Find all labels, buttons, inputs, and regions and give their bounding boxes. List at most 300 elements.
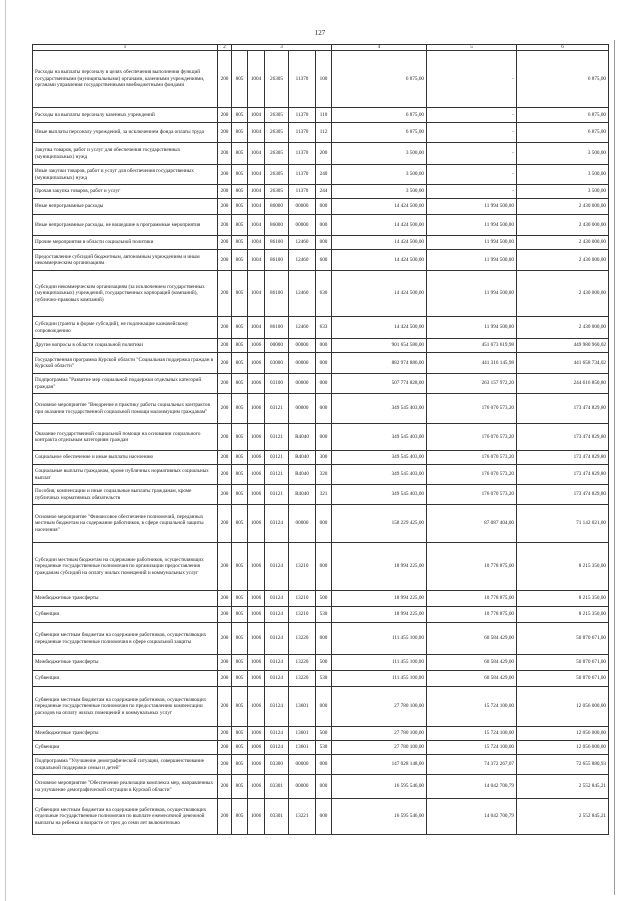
expense-type-cell: 000 <box>316 505 332 543</box>
section-code-cell: 805 <box>232 394 248 424</box>
table-row <box>33 799 609 835</box>
amount-plan-cell: 507 774 828,00 <box>332 374 427 394</box>
section-code-cell: 805 <box>232 505 248 543</box>
direction-code-cell: 00000 <box>289 505 316 543</box>
amount-remaining-cell: 3 500,00 <box>517 165 609 185</box>
section-code-cell: 805 <box>232 123 248 143</box>
amount-remaining-cell: 12 056 000,00 <box>517 741 609 755</box>
amount-plan-cell: 6 875,00 <box>332 108 427 123</box>
row-name-cell: Субвенции <box>33 607 218 623</box>
program-code-cell: 03124 <box>265 655 289 671</box>
amount-remaining-cell: 50 870 671,00 <box>517 671 609 687</box>
amount-remaining-cell: 173 474 829,80 <box>517 394 609 424</box>
grbs-code-cell: 200 <box>218 465 232 485</box>
subsection-code-cell: 1004 <box>248 51 265 108</box>
section-code-cell: 805 <box>232 143 248 165</box>
program-code-cell: 86000 <box>265 199 289 215</box>
grbs-code-cell: 200 <box>218 199 232 215</box>
header-cell: 2 <box>218 45 232 51</box>
table-row <box>33 543 609 591</box>
direction-code-cell: R4040 <box>289 465 316 485</box>
row-name-cell: Государственная программа Курской области "Социальная поддержка граждан в Курской области" <box>33 353 218 374</box>
subsection-code-cell: 1006 <box>248 394 265 424</box>
amount-remaining-cell: 244 616 850,80 <box>517 374 609 394</box>
subsection-code-cell: 1006 <box>248 451 265 465</box>
direction-code-cell: 12460 <box>289 271 316 317</box>
program-code-cell: 86100 <box>265 317 289 339</box>
program-code-cell: 03300 <box>265 755 289 775</box>
amount-executed-cell: - <box>427 165 517 185</box>
expense-type-cell: 000 <box>316 339 332 353</box>
program-code-cell: 26305 <box>265 165 289 185</box>
amount-remaining-cell: 2 552 845,21 <box>517 799 609 835</box>
subsection-code-cell: 1006 <box>248 374 265 394</box>
table-row <box>33 485 609 505</box>
subsection-code-cell: 1006 <box>248 775 265 799</box>
amount-remaining-cell: 2 430 000,00 <box>517 236 609 250</box>
expense-type-cell: 600 <box>316 250 332 271</box>
expense-type-cell: 000 <box>316 353 332 374</box>
row-name-cell: Оказание государственной социальной помощи на основании социального контракта отдельным категориям граждан <box>33 424 218 451</box>
direction-code-cell: R4040 <box>289 451 316 465</box>
subsection-code-cell: 1004 <box>248 215 265 236</box>
amount-remaining-cell: 2 430 000,00 <box>517 250 609 271</box>
expense-type-cell: 321 <box>316 485 332 505</box>
subsection-code-cell: 1006 <box>248 424 265 451</box>
table-row <box>33 374 609 394</box>
direction-code-cell: 11370 <box>289 165 316 185</box>
table-row <box>33 465 609 485</box>
amount-plan-cell: 6 875,00 <box>332 123 427 143</box>
grbs-code-cell: 200 <box>218 687 232 727</box>
expense-type-cell: 000 <box>316 394 332 424</box>
expense-type-cell: 000 <box>316 424 332 451</box>
subsection-code-cell: 1004 <box>248 108 265 123</box>
program-code-cell: 03121 <box>265 451 289 465</box>
amount-plan-cell: 349 545 403,00 <box>332 424 427 451</box>
direction-code-cell: 13220 <box>289 655 316 671</box>
grbs-code-cell: 200 <box>218 741 232 755</box>
amount-plan-cell: 16 595 546,00 <box>332 799 427 835</box>
grbs-code-cell: 200 <box>218 51 232 108</box>
amount-plan-cell: 3 500,00 <box>332 143 427 165</box>
amount-plan-cell: 111 455 100,00 <box>332 655 427 671</box>
grbs-code-cell: 200 <box>218 505 232 543</box>
row-name-cell: Основное мероприятие "Финансовое обеспечение полномочий, переданных местным бюджетам на содержание работников, в сфере социальной защиты населения" <box>33 505 218 543</box>
grbs-code-cell: 200 <box>218 394 232 424</box>
program-code-cell: 26305 <box>265 108 289 123</box>
table-row <box>33 607 609 623</box>
amount-executed-cell: 176 070 573,20 <box>427 465 517 485</box>
program-code-cell: 26305 <box>265 185 289 199</box>
subsection-code-cell: 1004 <box>248 236 265 250</box>
row-name-cell: Субвенции местным бюджетам на содержание работников, осуществляющих переданные государственные полномочия по предоставлению компенсации расходов на оплату жилых помещений и коммунальных услуг <box>33 687 218 727</box>
row-name-cell: Межбюджетные трансферты <box>33 655 218 671</box>
section-code-cell: 805 <box>232 607 248 623</box>
direction-code-cell: 00000 <box>289 775 316 799</box>
grbs-code-cell: 200 <box>218 123 232 143</box>
amount-executed-cell: 74 372 267,07 <box>427 755 517 775</box>
amount-plan-cell: 14 424 500,00 <box>332 271 427 317</box>
grbs-code-cell: 200 <box>218 591 232 607</box>
grbs-code-cell: 200 <box>218 236 232 250</box>
amount-plan-cell: 18 994 225,00 <box>332 543 427 591</box>
direction-code-cell: 12460 <box>289 250 316 271</box>
table-row <box>33 775 609 799</box>
amount-plan-cell: 158 229 425,00 <box>332 505 427 543</box>
amount-executed-cell: 15 724 100,00 <box>427 741 517 755</box>
grbs-code-cell: 200 <box>218 215 232 236</box>
amount-executed-cell: 15 724 100,00 <box>427 727 517 741</box>
direction-code-cell: 13210 <box>289 591 316 607</box>
subsection-code-cell: 1006 <box>248 591 265 607</box>
subsection-code-cell: 1006 <box>248 687 265 727</box>
amount-executed-cell: 11 994 500,00 <box>427 199 517 215</box>
amount-remaining-cell: 3 500,00 <box>517 185 609 199</box>
amount-remaining-cell: 6 875,00 <box>517 108 609 123</box>
grbs-code-cell: 200 <box>218 108 232 123</box>
table-row <box>33 215 609 236</box>
amount-executed-cell: 60 584 429,00 <box>427 623 517 655</box>
program-code-cell: 03301 <box>265 775 289 799</box>
section-code-cell: 805 <box>232 775 248 799</box>
subsection-code-cell: 1006 <box>248 353 265 374</box>
grbs-code-cell: 200 <box>218 143 232 165</box>
row-name-cell: Иные непрограммные расходы, не вошедшие в программные мероприятия <box>33 215 218 236</box>
amount-plan-cell: 147 028 148,00 <box>332 755 427 775</box>
expense-type-cell: 500 <box>316 727 332 741</box>
header-cell: 3 <box>232 45 332 51</box>
row-name-cell: Социальные выплаты гражданам, кроме публичных нормативных социальных выплат <box>33 465 218 485</box>
amount-remaining-cell: 8 215 350,00 <box>517 543 609 591</box>
table-row <box>33 339 609 353</box>
amount-plan-cell: 3 500,00 <box>332 165 427 185</box>
row-name-cell: Иные выплаты персоналу учреждений, за исключением фонда оплаты труда <box>33 123 218 143</box>
expense-type-cell: 000 <box>316 199 332 215</box>
amount-executed-cell: 15 724 100,00 <box>427 687 517 727</box>
expense-type-cell: 200 <box>316 143 332 165</box>
grbs-code-cell: 200 <box>218 271 232 317</box>
header-cell: 5 <box>427 45 517 51</box>
row-name-cell: Прочие мероприятия в области социальной политики <box>33 236 218 250</box>
direction-code-cell: 11370 <box>289 185 316 199</box>
expense-type-cell: 000 <box>316 623 332 655</box>
amount-executed-cell: 11 994 500,00 <box>427 317 517 339</box>
direction-code-cell: 12460 <box>289 317 316 339</box>
amount-remaining-cell: 2 430 000,00 <box>517 317 609 339</box>
table-row <box>33 199 609 215</box>
section-code-cell: 805 <box>232 687 248 727</box>
grbs-code-cell: 200 <box>218 339 232 353</box>
amount-remaining-cell: 8 215 350,00 <box>517 607 609 623</box>
program-code-cell: 03121 <box>265 394 289 424</box>
program-code-cell: 03124 <box>265 687 289 727</box>
amount-plan-cell: 349 545 403,00 <box>332 485 427 505</box>
amount-plan-cell: 14 424 500,00 <box>332 215 427 236</box>
section-code-cell: 805 <box>232 451 248 465</box>
subsection-code-cell: 1004 <box>248 317 265 339</box>
table-row <box>33 671 609 687</box>
amount-remaining-cell: 8 215 350,00 <box>517 591 609 607</box>
table-row <box>33 505 609 543</box>
table-row <box>33 755 609 775</box>
row-name-cell: Социальное обеспечение и иные выплаты населению <box>33 451 218 465</box>
grbs-code-cell: 200 <box>218 451 232 465</box>
amount-plan-cell: 901 654 580,00 <box>332 339 427 353</box>
direction-code-cell: 00000 <box>289 215 316 236</box>
amount-plan-cell: 18 994 225,00 <box>332 591 427 607</box>
table-row <box>33 236 609 250</box>
grbs-code-cell: 200 <box>218 485 232 505</box>
row-name-cell: Подпрограмма "Развитие мер социальной поддержки отдельных категорий граждан" <box>33 374 218 394</box>
grbs-code-cell: 200 <box>218 185 232 199</box>
section-code-cell: 805 <box>232 755 248 775</box>
amount-executed-cell: 11 994 500,00 <box>427 236 517 250</box>
amount-executed-cell: 11 994 500,00 <box>427 271 517 317</box>
section-code-cell: 805 <box>232 727 248 741</box>
subsection-code-cell: 1006 <box>248 741 265 755</box>
amount-executed-cell: 10 778 875,00 <box>427 607 517 623</box>
grbs-code-cell: 200 <box>218 623 232 655</box>
subsection-code-cell: 1004 <box>248 143 265 165</box>
grbs-code-cell: 200 <box>218 775 232 799</box>
table-row <box>33 655 609 671</box>
amount-executed-cell: 87 087 404,00 <box>427 505 517 543</box>
subsection-code-cell: 1004 <box>248 123 265 143</box>
expense-type-cell: 530 <box>316 741 332 755</box>
row-name-cell: Субвенции <box>33 741 218 755</box>
page-number: 127 <box>314 29 326 37</box>
grbs-code-cell: 200 <box>218 755 232 775</box>
amount-remaining-cell: 2 552 845,21 <box>517 775 609 799</box>
program-code-cell: 03124 <box>265 607 289 623</box>
amount-plan-cell: 349 545 403,00 <box>332 465 427 485</box>
program-code-cell: 03124 <box>265 741 289 755</box>
program-code-cell: 86100 <box>265 271 289 317</box>
amount-remaining-cell: 173 474 829,80 <box>517 424 609 451</box>
section-code-cell: 805 <box>232 199 248 215</box>
grbs-code-cell: 200 <box>218 317 232 339</box>
amount-executed-cell: 176 070 573,20 <box>427 394 517 424</box>
section-code-cell: 805 <box>232 215 248 236</box>
section-code-cell: 805 <box>232 465 248 485</box>
program-code-cell: 03124 <box>265 727 289 741</box>
expense-type-cell: 110 <box>316 108 332 123</box>
amount-plan-cell: 349 545 403,00 <box>332 451 427 465</box>
amount-plan-cell: 27 780 100,00 <box>332 727 427 741</box>
row-name-cell: Подпрограмма "Улучшение демографической ситуации, совершенствование социальной поддержки семьи и детей" <box>33 755 218 775</box>
table-row <box>33 727 609 741</box>
section-code-cell: 805 <box>232 741 248 755</box>
subsection-code-cell: 1006 <box>248 655 265 671</box>
row-name-cell: Межбюджетные трансферты <box>33 727 218 741</box>
program-code-cell: 86000 <box>265 215 289 236</box>
grbs-code-cell: 200 <box>218 165 232 185</box>
table-row <box>33 123 609 143</box>
amount-plan-cell: 882 974 886,00 <box>332 353 427 374</box>
program-code-cell: 86100 <box>265 250 289 271</box>
row-name-cell: Субсидии (гранты в форме субсидий), не подлежащие казначейскому сопровождению <box>33 317 218 339</box>
section-code-cell: 805 <box>232 185 248 199</box>
row-name-cell: Закупка товаров, работ и услуг для обеспечения государственных (муниципальных) нужд <box>33 143 218 165</box>
direction-code-cell: 00000 <box>289 199 316 215</box>
amount-executed-cell: - <box>427 51 517 108</box>
amount-remaining-cell: 441 658 734,02 <box>517 353 609 374</box>
program-code-cell: 03100 <box>265 374 289 394</box>
amount-executed-cell: 60 584 429,00 <box>427 655 517 671</box>
section-code-cell: 805 <box>232 165 248 185</box>
row-name-cell: Субсидии местным бюджетам на содержание работников, осуществляющих переданные государственные полномочия по организации предоставления гражданам субсидий на оплату жилых помещений и коммунальных услуг <box>33 543 218 591</box>
direction-code-cell: 00000 <box>289 339 316 353</box>
section-code-cell: 805 <box>232 485 248 505</box>
direction-code-cell: 13601 <box>289 687 316 727</box>
amount-executed-cell: 14 042 700,79 <box>427 799 517 835</box>
row-name-cell: Расходы на выплаты персоналу казенных учреждений <box>33 108 218 123</box>
amount-plan-cell: 3 500,00 <box>332 185 427 199</box>
subsection-code-cell: 1004 <box>248 271 265 317</box>
grbs-code-cell: 200 <box>218 374 232 394</box>
section-code-cell: 805 <box>232 543 248 591</box>
grbs-code-cell: 200 <box>218 543 232 591</box>
header-cell: 4 <box>332 45 427 51</box>
section-code-cell: 805 <box>232 353 248 374</box>
amount-plan-cell: 14 424 500,00 <box>332 236 427 250</box>
expense-type-cell: 000 <box>316 236 332 250</box>
amount-executed-cell: 176 070 573,20 <box>427 485 517 505</box>
amount-plan-cell: 349 545 403,00 <box>332 394 427 424</box>
program-code-cell: 03124 <box>265 671 289 687</box>
program-code-cell: 26305 <box>265 123 289 143</box>
program-code-cell: 26305 <box>265 51 289 108</box>
subsection-code-cell: 1006 <box>248 727 265 741</box>
row-name-cell: Расходы на выплаты персоналу в целях обеспечения выполнения функций государственными (муниципальными) органами, казенными учреждениями, органами управления государственными внебюджетными фондами <box>33 51 218 108</box>
amount-plan-cell: 18 994 225,00 <box>332 607 427 623</box>
amount-executed-cell: - <box>427 185 517 199</box>
program-code-cell: 86100 <box>265 236 289 250</box>
section-code-cell: 805 <box>232 591 248 607</box>
amount-executed-cell: 441 316 145,98 <box>427 353 517 374</box>
table-row <box>33 394 609 424</box>
program-code-cell: 03301 <box>265 799 289 835</box>
expense-type-cell: 500 <box>316 591 332 607</box>
amount-executed-cell: - <box>427 123 517 143</box>
program-code-cell: 03124 <box>265 623 289 655</box>
amount-remaining-cell: 50 870 671,00 <box>517 623 609 655</box>
section-code-cell: 805 <box>232 655 248 671</box>
direction-code-cell: 11370 <box>289 143 316 165</box>
expense-type-cell: 000 <box>316 374 332 394</box>
expense-type-cell: 300 <box>316 451 332 465</box>
amount-remaining-cell: 12 056 000,00 <box>517 687 609 727</box>
amount-remaining-cell: 6 875,00 <box>517 123 609 143</box>
direction-code-cell: 11370 <box>289 123 316 143</box>
table-row <box>33 741 609 755</box>
section-code-cell: 805 <box>232 250 248 271</box>
header-cell: 1 <box>33 45 218 51</box>
amount-remaining-cell: 72 655 880,93 <box>517 755 609 775</box>
row-name-cell: Основное мероприятие "Обеспечение реализации комплекса мер, направленных на улучшение демографической ситуации в Курской области" <box>33 775 218 799</box>
direction-code-cell: 00000 <box>289 353 316 374</box>
row-name-cell: Пособия, компенсации и иные социальные выплаты гражданам, кроме публичных нормативных обязательств <box>33 485 218 505</box>
table-body <box>33 51 609 835</box>
grbs-code-cell: 200 <box>218 799 232 835</box>
row-name-cell: Прочая закупка товаров, работ и услуг <box>33 185 218 199</box>
grbs-code-cell: 200 <box>218 424 232 451</box>
direction-code-cell: 13210 <box>289 607 316 623</box>
direction-code-cell: 11370 <box>289 108 316 123</box>
amount-remaining-cell: 449 980 960,02 <box>517 339 609 353</box>
amount-plan-cell: 111 455 100,00 <box>332 623 427 655</box>
row-name-cell: Субвенции местным бюджетам на содержание работников, осуществляющих отдельные государственные полномочия по выплате ежемесячной денежной выплаты на ребенка в возрасте от трех до семи лет включительно <box>33 799 218 835</box>
expense-type-cell: 000 <box>316 543 332 591</box>
subsection-code-cell: 1006 <box>248 465 265 485</box>
amount-plan-cell: 14 424 500,00 <box>332 317 427 339</box>
amount-executed-cell: 176 070 573,20 <box>427 451 517 465</box>
amount-executed-cell: 176 070 573,20 <box>427 424 517 451</box>
table-row <box>33 317 609 339</box>
row-name-cell: Иные закупки товаров, работ и услуг для обеспечения государственных (муниципальных) нужд <box>33 165 218 185</box>
amount-executed-cell: 451 673 619,98 <box>427 339 517 353</box>
subsection-code-cell: 1004 <box>248 199 265 215</box>
table-row <box>33 143 609 165</box>
section-code-cell: 805 <box>232 799 248 835</box>
expense-type-cell: 000 <box>316 215 332 236</box>
amount-remaining-cell: 173 474 829,80 <box>517 465 609 485</box>
expense-type-cell: 320 <box>316 465 332 485</box>
scan-edge-line <box>614 40 615 895</box>
program-code-cell: 03124 <box>265 505 289 543</box>
direction-code-cell: 13210 <box>289 543 316 591</box>
section-code-cell: 805 <box>232 236 248 250</box>
table-row <box>33 165 609 185</box>
grbs-code-cell: 200 <box>218 655 232 671</box>
amount-remaining-cell: 12 056 000,00 <box>517 727 609 741</box>
direction-code-cell: R4040 <box>289 485 316 505</box>
amount-executed-cell: 10 778 875,00 <box>427 591 517 607</box>
subsection-code-cell: 1006 <box>248 623 265 655</box>
expense-type-cell: 530 <box>316 607 332 623</box>
amount-executed-cell: - <box>427 143 517 165</box>
grbs-code-cell: 200 <box>218 727 232 741</box>
row-name-cell: Предоставление субсидий бюджетным, автономным учреждениям и иным некоммерческим организациям <box>33 250 218 271</box>
row-name-cell: Межбюджетные трансферты <box>33 591 218 607</box>
program-code-cell: 03000 <box>265 353 289 374</box>
direction-code-cell: 13601 <box>289 727 316 741</box>
program-code-cell: 03121 <box>265 424 289 451</box>
direction-code-cell: R4040 <box>289 424 316 451</box>
amount-executed-cell: 11 994 500,00 <box>427 250 517 271</box>
expense-type-cell: 000 <box>316 799 332 835</box>
table-row <box>33 185 609 199</box>
amount-plan-cell: 27 780 100,00 <box>332 741 427 755</box>
subsection-code-cell: 1006 <box>248 755 265 775</box>
section-code-cell: 805 <box>232 339 248 353</box>
table-row <box>33 451 609 465</box>
table-row <box>33 250 609 271</box>
subsection-code-cell: 1006 <box>248 505 265 543</box>
section-code-cell: 805 <box>232 51 248 108</box>
row-name-cell: Субвенции <box>33 671 218 687</box>
program-code-cell: 26305 <box>265 143 289 165</box>
section-code-cell: 805 <box>232 671 248 687</box>
amount-plan-cell: 111 455 100,00 <box>332 671 427 687</box>
expense-type-cell: 000 <box>316 755 332 775</box>
subsection-code-cell: 1004 <box>248 165 265 185</box>
expense-type-cell: 633 <box>316 317 332 339</box>
amount-executed-cell: 14 042 700,79 <box>427 775 517 799</box>
amount-plan-cell: 14 424 500,00 <box>332 199 427 215</box>
direction-code-cell: 12460 <box>289 236 316 250</box>
